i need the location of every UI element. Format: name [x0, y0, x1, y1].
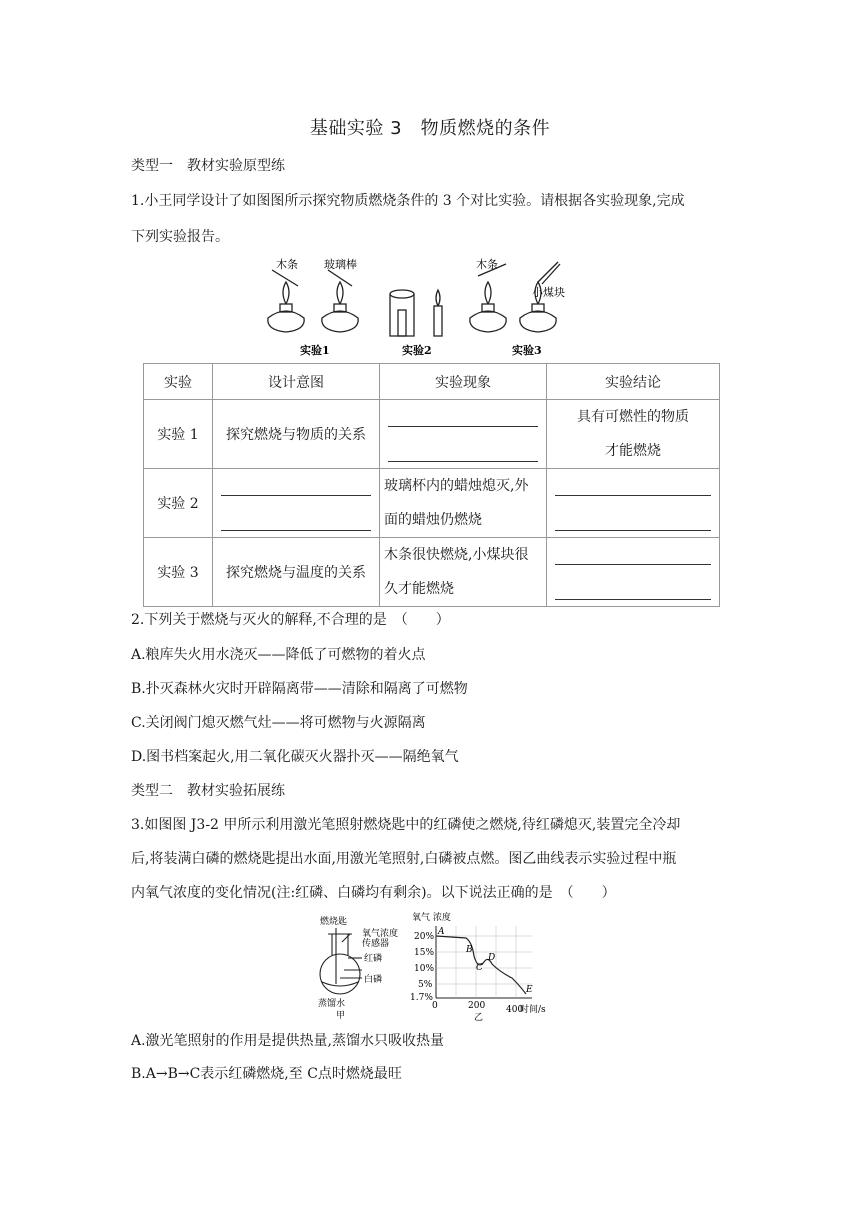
section-heading-1: 类型一 教材实验原型练	[131, 158, 285, 174]
point-a: A	[438, 927, 445, 937]
chart-ylabel: 氧气 浓度	[412, 913, 451, 923]
row-intent: 探究燃烧与物质的关系	[213, 400, 380, 469]
row-phenomenon: 木条很快燃烧,小煤块很 久才能燃烧	[380, 538, 547, 607]
xtick-200: 200	[468, 1001, 486, 1011]
q2-option-c: C.关闭阀门熄灭燃气灶——将可燃物与火源隔离	[131, 715, 426, 731]
header-cell: 实验现象	[380, 364, 547, 400]
q3-stem-line1: 3.如图图 J3-2 甲所示利用激光笔照射燃烧匙中的红磷使之燃烧,待红磷熄灭,装置完全冷却	[131, 817, 681, 833]
page-title: 基础实验 3 物质燃烧的条件	[309, 118, 551, 139]
label-honglin: 红磷	[364, 954, 383, 964]
table-row	[144, 538, 720, 607]
caption-jia: 甲	[336, 1011, 346, 1021]
q3-stem-line3: 内氧气浓度的变化情况(注:红磷、白磷均有剩余)。以下说法正确的是 （ ）	[131, 885, 616, 901]
chart-xlabel: 时间/s	[520, 1005, 546, 1015]
ytick-20: 20%	[414, 932, 435, 942]
ytick-15: 15%	[414, 948, 435, 958]
q2-option-a: A.粮库失火用水浇灭——降低了可燃物的着火点	[131, 647, 426, 663]
ytick-1-7: 1.7%	[410, 993, 433, 1003]
row-conclusion: 具有可燃性的物质 才能燃烧	[547, 400, 720, 469]
row-name: 实验 3	[144, 538, 213, 607]
caption-exp2: 实验2	[402, 344, 432, 357]
experiment-report-table	[143, 363, 720, 607]
label-zhengliushui: 蒸馏水	[318, 999, 346, 1009]
header-cell: 实验结论	[547, 364, 720, 400]
label-mutiao-2: 木条	[476, 258, 498, 271]
experiment-figure	[262, 256, 576, 360]
label-xiaomeikuai: 小煤块	[532, 286, 565, 299]
xtick-400: 400	[506, 1005, 524, 1015]
q1-stem-line1: 1.小王同学设计了如图图所示探究物质燃烧条件的 3 个对比实验。请根据各实验现象,完成	[131, 193, 685, 209]
row-phenomenon: 玻璃杯内的蜡烛熄灭,外 面的蜡烛仍燃烧	[380, 469, 547, 538]
q2-option-b: B.扑灭森林火灾时开辟隔离带——清除和隔离了可燃物	[131, 681, 468, 697]
q2-stem: 2.下列关于燃烧与灭火的解释,不合理的是 （ ）	[131, 612, 450, 628]
label-yangqinongdu: 氧气浓度	[362, 929, 399, 939]
table-row	[144, 469, 720, 538]
q1-stem-line2: 下列实验报告。	[131, 229, 229, 245]
ytick-10: 10%	[414, 964, 435, 974]
caption-exp1: 实验1	[300, 344, 330, 357]
caption-yi: 乙	[474, 1013, 484, 1023]
row-intent: 探究燃烧与温度的关系	[213, 538, 380, 607]
answer-blank-cell[interactable]	[547, 469, 720, 538]
point-e: E	[526, 985, 533, 995]
q3-figure	[306, 912, 546, 1024]
row-name: 实验 1	[144, 400, 213, 469]
table-header-row	[144, 364, 720, 400]
q2-option-d: D.图书档案起火,用二氧化碳灭火器扑灭——隔绝氧气	[131, 749, 459, 765]
point-d: D	[488, 953, 496, 963]
q3-option-a: A.激光笔照射的作用是提供热量,蒸馏水只吸收热量	[131, 1033, 445, 1049]
ytick-5: 5%	[418, 980, 433, 990]
caption-exp3: 实验3	[512, 344, 542, 357]
header-cell: 设计意图	[213, 364, 380, 400]
point-c: C	[476, 963, 483, 973]
answer-blank-cell[interactable]	[213, 469, 380, 538]
section-heading-2: 类型二 教材实验拓展练	[131, 783, 285, 799]
answer-blank-cell[interactable]	[380, 400, 547, 469]
answer-blank-cell[interactable]	[547, 538, 720, 607]
point-b: B	[466, 945, 473, 955]
table-row	[144, 400, 720, 469]
header-cell: 实验	[144, 364, 213, 400]
label-mutiao-1: 木条	[276, 258, 298, 271]
label-chuanganqi: 传感器	[362, 939, 390, 949]
q3-option-b: B.A→B→C表示红磷燃烧,至 C点时燃烧最旺	[131, 1066, 402, 1082]
label-bolibang: 玻璃棒	[324, 258, 357, 271]
label-ranshaochi: 燃烧匙	[320, 917, 348, 927]
q3-stem-line2: 后,将装满白磷的燃烧匙提出水面,用激光笔照射,白磷被点燃。图乙曲线表示实验过程中瓶	[131, 851, 677, 867]
row-name: 实验 2	[144, 469, 213, 538]
label-bailin: 白磷	[364, 975, 383, 985]
xtick-0: 0	[432, 1001, 438, 1011]
